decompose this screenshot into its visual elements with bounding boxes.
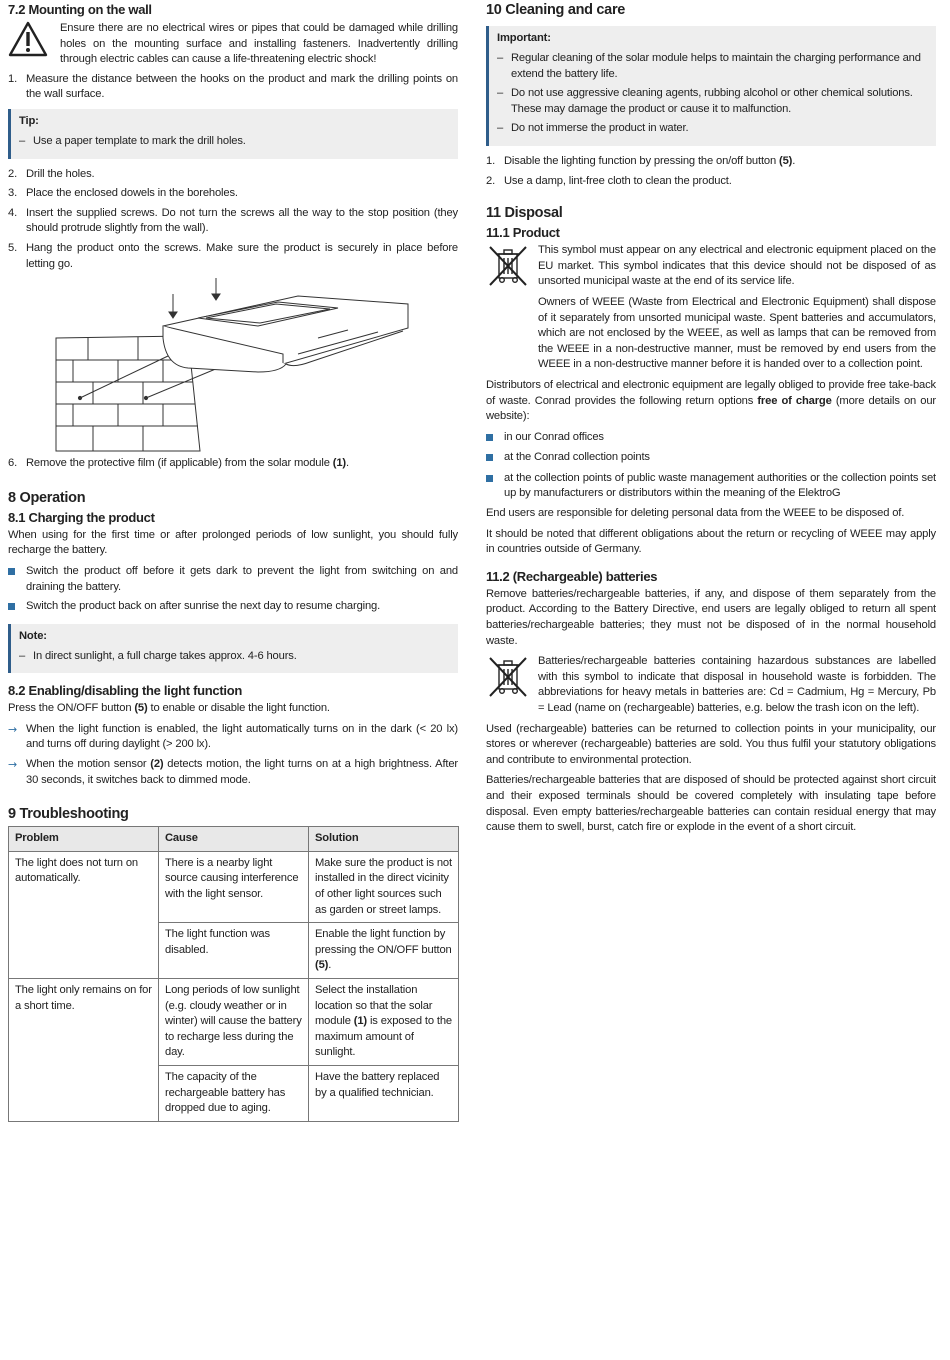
step-number: 1. [8, 72, 18, 85]
arrow-text: When the light function is enabled, the light automatically turns on in the dark (< 20 lx) and turns off during daylight (> 200 lx). [26, 722, 458, 751]
square-bullet-icon [486, 450, 504, 467]
left-column [8, 2, 458, 1122]
dash-marker: – [497, 52, 504, 64]
step-number: 6. [8, 457, 18, 470]
step-text: Disable the lighting function by pressing the on/off button (5). [504, 154, 796, 167]
bullet-item [8, 564, 458, 595]
bullet-text: Switch the product off before it gets dark to prevent the light from switching on and draining the battery. [26, 564, 458, 593]
step-item [486, 174, 936, 190]
step-number: 3. [8, 187, 18, 200]
warning-text: Ensure there are no electrical wires or pipes that could be damaged while drilling holes on the mounting surface and installing fasteners. Inadvertently drilling through electric cables can cause a life-threatening electric shock! [60, 22, 458, 66]
step-text: Measure the distance between the hooks on the product and mark the drilling points on the wall surface. [26, 72, 458, 101]
note-item [19, 649, 450, 665]
tip-title: Tip: [19, 114, 39, 127]
right-column [486, 2, 936, 841]
solution-cell: Have the battery replaced by a qualified technician. [309, 1065, 459, 1121]
table-header-row [9, 827, 459, 852]
bullet-text: at the Conrad collection points [504, 451, 650, 464]
cause-cell: The light function was disabled. [159, 923, 309, 979]
step-item [486, 154, 936, 170]
cause-cell: There is a nearby light source causing interference with the light sensor. [159, 851, 309, 922]
step-text: Hang the product onto the screws. Make sure the product is securely in place before letting go. [26, 241, 458, 270]
step-text: Insert the supplied screws. Do not turn the screws all the way to the stop position (they should protrude slightly from the wall). [26, 206, 458, 235]
cause-cell: Long periods of low sunlight (e.g. cloudy weather or in winter) will cause the battery to recharge less during the day. [159, 979, 309, 1066]
dash-marker: – [19, 649, 26, 662]
table-row [9, 851, 459, 922]
step-item [8, 167, 458, 183]
section-9-heading: 9 Troubleshooting [8, 806, 129, 823]
section-7-2-heading: 7.2 Mounting on the wall [8, 2, 152, 17]
note-box [8, 624, 458, 674]
distributors-paragraph: Distributors of electrical and electronic equipment are legally obliged to provide free take-back of waste. Conrad provides the following return options free of charge (more details on our website): [486, 378, 936, 423]
important-item [497, 86, 928, 117]
square-bullet-icon [8, 599, 26, 616]
arrow-item [8, 757, 458, 788]
arrow-item [8, 722, 458, 753]
warning-triangle-icon [8, 21, 60, 72]
step-item [8, 206, 458, 237]
weee-paragraph-2: Owners of WEEE (Waste from Electrical and Electronic Equipment) shall dispose of it separately from unsorted municipal waste. Spent batteries and accumulators, which are not enclosed by the WEEE, as well as lamps that can be removed from the WEEE in a non-destructive manner, must be removed by end users from the WEEE in a non-destructive manner before it is handed over to a collection point. [538, 295, 936, 371]
square-bullet-icon [486, 430, 504, 447]
dash-marker: – [497, 87, 504, 100]
bullet-item [486, 471, 936, 502]
bullet-text: in our Conrad offices [504, 430, 604, 443]
troubleshooting-table [8, 826, 459, 1122]
important-text: Do not immerse the product in water. [511, 122, 689, 135]
batteries-paragraph-3: Batteries/rechargeable batteries that are disposed of should be protected against short circuit and their exposed terminals should be covered completely with insulating tape before disposal. Even empty batteries/rechargeable batteries can contain residual energy that may cause them to swell, burst, catch fire or explode in the event of a short circuit. [486, 774, 936, 834]
note-title: Note: [19, 629, 47, 642]
mounting-illustration [48, 276, 458, 456]
square-bullet-icon [8, 564, 26, 595]
arrow-right-icon: → [8, 758, 18, 772]
bullet-text: at the collection points of public waste management authorities or the collection points set up by manufacturers or distributors within the meaning of the ElektroG [504, 471, 936, 500]
solution-cell: Make sure the product is not installed in the direct vicinity of other light sources such as garden or street lamps. [309, 851, 459, 922]
crossed-bin-icon [486, 654, 538, 721]
note-text: In direct sunlight, a full charge takes approx. 4-6 hours. [33, 649, 297, 662]
warning-block [8, 21, 458, 72]
dash-marker: – [497, 122, 504, 135]
tip-text: Use a paper template to mark the drill holes. [33, 134, 246, 147]
arrow-text: When the motion sensor (2) detects motion, the light turns on at a high brightness. After 30 seconds, it switches back to dimmed mode. [26, 758, 459, 786]
header-solution: Solution [309, 827, 459, 852]
step-number: 1. [486, 154, 496, 167]
solution-cell: Select the installation location so that the solar module (1) is exposed to the maximum amount of sunlight. [309, 979, 459, 1066]
arrow-right-icon: → [8, 722, 18, 736]
step-text: Remove the protective film (if applicable) from the solar module (1). [26, 457, 349, 470]
crossed-bin-icon [486, 243, 538, 378]
dash-marker: – [19, 134, 26, 147]
step-text: Use a damp, lint-free cloth to clean the product. [504, 174, 732, 187]
cause-cell: The capacity of the rechargeable battery has dropped due to aging. [159, 1065, 309, 1121]
problem-cell: The light does not turn on automatically. [9, 851, 159, 978]
section-10-heading: 10 Cleaning and care [486, 2, 626, 18]
section-8-heading: 8 Operation [8, 489, 86, 506]
bullet-item [486, 430, 936, 447]
section-11-heading: 11 Disposal [486, 205, 563, 222]
bullet-item [8, 599, 458, 616]
charging-paragraph: When using for the first time or after prolonged periods of low sunlight, you should fully recharge the battery. [8, 528, 458, 557]
battery-symbol-block [486, 654, 936, 721]
square-bullet-icon [486, 471, 504, 502]
step-item [8, 72, 458, 103]
batteries-paragraph-2: Used (rechargeable) batteries can be returned to collection points in your municipality, our stores or wherever (rechargeable) batteries are sold. You thus fulfil your statutory obligations and contribute to environmental protection. [486, 722, 936, 766]
batteries-paragraph-1: Remove batteries/rechargeable batteries, if any, and dispose of them separately from the product. According to the Battery Directive, end users are legally obliged to return all spent batteries/rechargeable batteries; they must not be disposed of in the normal household waste. [486, 587, 936, 647]
important-text: Do not use aggressive cleaning agents, rubbing alcohol or other chemical solutions. These may damage the product or cause it to malfunction. [511, 87, 913, 115]
important-item [497, 121, 928, 137]
tip-item [19, 134, 450, 150]
step-item [8, 186, 458, 202]
obligations-paragraph: It should be noted that different obligations about the return or recycling of WEEE may apply in countries outside of Germany. [486, 527, 936, 556]
table-row [9, 979, 459, 1066]
section-11-2-heading: 11.2 (Rechargeable) batteries [486, 568, 658, 584]
header-cause: Cause [159, 827, 309, 852]
battery-symbol-text: Batteries/rechargeable batteries containing hazardous substances are labelled with this symbol to indicate that disposal in household waste is forbidden. The abbreviations for heavy metals in batteries are: Cd = Cadmium, Hg = Mercury, Pb = Lead (name on (rechargeable) batteries, e.g. below the trash icon on the left). [538, 655, 936, 714]
important-title: Important: [497, 32, 551, 44]
step-number: 5. [8, 241, 18, 254]
end-users-paragraph: End users are responsible for deleting personal data from the WEEE to be disposed of. [486, 507, 905, 520]
step-number: 2. [486, 174, 496, 187]
on-off-paragraph: Press the ON/OFF button (5) to enable or disable the light function. [8, 702, 330, 715]
weee-paragraph-1: This symbol must appear on any electrical and electronic equipment placed on the EU market. This symbol indicates that this device should not be disposed of as unsorted municipal waste at the end of its service life. [538, 244, 936, 288]
important-box [486, 26, 936, 146]
section-8-2-heading: 8.2 Enabling/disabling the light function [8, 683, 242, 699]
bullet-item [486, 450, 936, 467]
step-number: 2. [8, 167, 18, 180]
problem-cell: The light only remains on for a short time. [9, 979, 159, 1122]
important-item [497, 51, 928, 82]
step-item [8, 456, 458, 472]
step-item [8, 241, 458, 272]
tip-box [8, 109, 458, 159]
important-text: Regular cleaning of the solar module helps to maintain the charging performance and extend the battery life. [511, 52, 921, 80]
solution-cell: Enable the light function by pressing the ON/OFF button (5). [309, 923, 459, 979]
weee-block [486, 243, 936, 378]
step-text: Place the enclosed dowels in the boreholes. [26, 187, 238, 200]
section-11-1-heading: 11.1 Product [486, 225, 560, 241]
section-8-1-heading: 8.1 Charging the product [8, 509, 155, 525]
step-number: 4. [8, 206, 18, 219]
header-problem: Problem [9, 827, 159, 852]
bullet-text: Switch the product back on after sunrise the next day to resume charging. [26, 600, 381, 613]
step-text: Drill the holes. [26, 167, 95, 180]
